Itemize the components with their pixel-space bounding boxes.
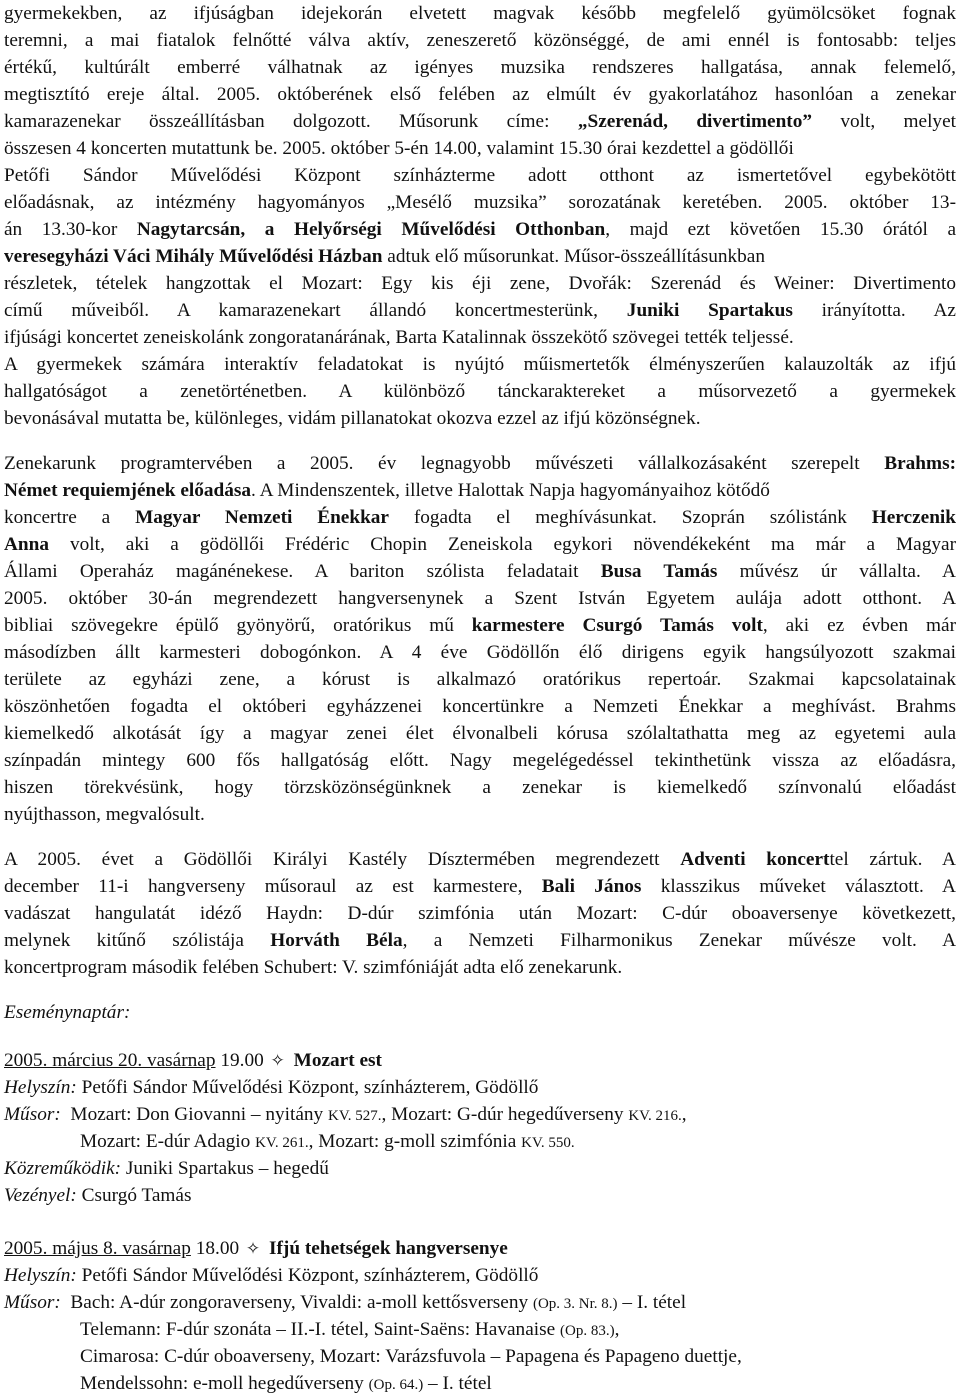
text-line: melynek kitűnő szólistája Horváth Béla, a Nemzeti Filharmonikus Zenekar művésze volt. A xyxy=(4,930,956,951)
text-line: Közreműködik: Juniki Spartakus – hegedű xyxy=(4,1158,329,1179)
text-line: részletek, tételek hangzottak el Mozart: Egy kis éji zene, Dvořák: Szerenád és Weiner: Divertimento xyxy=(4,273,956,294)
text-line: Állami Operaház magánénekese. A bariton szólista feladatait Busa Tamás művész úr vállalta. A xyxy=(4,561,956,582)
text-line: A 2005. évet a Gödöllői Királyi Kastély Dísztermében megrendezett Adventi koncerttel zártuk. A xyxy=(4,849,956,870)
text-line: Műsor: Bach: A-dúr zongoraverseny, Vivaldi: a-moll kettősverseny (Op. 3. Nr. 8.) – I. tétel xyxy=(4,1292,687,1313)
text-line: 2005. március 20. vasárnap 19.00 ✧ Mozart est xyxy=(4,1050,382,1071)
text-line: köszönhetően fogadta el októberi egyházzenei koncertünkre a Nemzeti Énekkar a meghívást. Brahms xyxy=(4,696,956,717)
text-line: című műveiből. A kamarazenekart állandó koncertmesterünk, Juniki Spartakus irányította. Az xyxy=(4,300,956,321)
text-line: veresegyházi Váci Mihály Művelődési Házban adtuk elő műsorunkat. Műsor-összeállításunkban xyxy=(4,246,765,267)
text-line: bibliai szövegekre épülő gyönyörű, oratórikus mű karmestere Csurgó Tamás volt, aki ez évben már xyxy=(4,615,956,636)
text-line: hiszen törekvésünk, hogy törzsközönségünknek a zenekar is kiemelkedő színvonalú előadást xyxy=(4,777,956,798)
text-line: Mozart: E-dúr Adagio KV. 261., Mozart: g-moll szimfónia KV. 550. xyxy=(80,1131,575,1152)
text-line: 2005. október 30-án megrendezett hangversenynek a Szent István Egyetem aulája adott otthont. A xyxy=(4,588,956,609)
text-line: vadászat hangulatát idéző Haydn: D-dúr szimfónia után Mozart: C-dúr oboaversenye következett, xyxy=(4,903,956,924)
text-line: megtisztító ereje által. 2005. októberének első felében az elmúlt év gyakorlatához hasonlóan a zenekar xyxy=(4,84,956,105)
text-line: Anna volt, aki a gödöllői Frédéric Chopin Zeneiskola egykori növendékeként ma már a Magyar xyxy=(4,534,956,555)
text-line: Helyszín: Petőfi Sándor Művelődési Központ, színházterem, Gödöllő xyxy=(4,1077,539,1098)
text-line: Műsor: Mozart: Don Giovanni – nyitány KV. 527., Mozart: G-dúr hegedűverseny KV. 216., xyxy=(4,1104,687,1125)
text-line: Petőfi Sándor Művelődési Központ színházterme adott otthont az ismertetővel egybekötött xyxy=(4,165,956,186)
text-line: kamarazenekar összeállításban dolgozott. Műsorunk címe: „Szerenád, divertimento” volt, melyet xyxy=(4,111,956,132)
text-line: nyújthasson, megvalósult. xyxy=(4,804,205,825)
text-line: Telemann: F-dúr szonáta – II.-I. tétel, Saint-Saëns: Havanaise (Op. 83.), xyxy=(80,1319,620,1340)
text-line: Helyszín: Petőfi Sándor Művelődési Központ, színházterem, Gödöllő xyxy=(4,1265,539,1286)
text-line: bevonásával mutatta be, különleges, vidám pillanatokat okozva ezzel az ifjú közönségnek. xyxy=(4,408,701,429)
text-line: Eseménynaptár: xyxy=(4,1002,131,1023)
text-line: másodízben állt karmesteri dobogónkon. A 4 éve Gödöllőn élő dirigens egyik hangsúlyozott szakmai xyxy=(4,642,956,663)
text-line: Zenekarunk programtervében a 2005. év legnagyobb művészeti vállalkozásaként szerepelt Brahms: xyxy=(4,453,956,474)
text-line: Cimarosa: C-dúr oboaverseny, Mozart: Varázsfuvola – Papagena és Papageno duettje, xyxy=(80,1346,742,1367)
text-line: Vezényel: Csurgó Tamás xyxy=(4,1185,192,1206)
text-line: értékű, kultúrált emberré válhatnak az igényes muzsika rendszeres hallgatása, annak felemelő, xyxy=(4,57,956,78)
text-line: december 11-i hangverseny műsoraul az est karmestere, Bali János klasszikus műveket választott. A xyxy=(4,876,956,897)
text-line: hallgatóságot a zenetörténetben. A különböző tánckaraktereket a műsorvezető a gyermekek xyxy=(4,381,956,402)
text-line: ifjúsági koncertet zeneiskolánk zongoratanárának, Barta Katalinnak összekötő szövegei tették teljessé. xyxy=(4,327,794,348)
text-line: án 13.30-kor Nagytarcsán, a Helyőrségi Művelődési Otthonban, majd ezt követően 15.30 órától a xyxy=(4,219,956,240)
text-line: gyermekekben, az ifjúságban idejekorán elvetett magvak később megfelelő gyümölcsöket fognak xyxy=(4,3,956,24)
text-line: területe az egyházi zene, a kórust is alkalmazó oratórikus repertoár. Szakmai kapcsolatainak xyxy=(4,669,956,690)
text-line: kiemelkedő alkotását így a magyar zenei élet élvonalbeli kórusa szólaltathatta meg az egyetemi aula xyxy=(4,723,956,744)
text-line: teremni, a mai fiatalok felnőtté válva aktív, zeneszerető közönséggé, de ami ennél is fontosabb: teljes xyxy=(4,30,956,51)
text-line: koncertprogram második felében Schubert: V. szimfóniáját adta elő zenekarunk. xyxy=(4,957,623,978)
text-line: Mendelssohn: e-moll hegedűverseny (Op. 64.) – I. tétel xyxy=(80,1373,492,1394)
text-line: összesen 4 koncerten mutattunk be. 2005. október 5-én 14.00, valamint 15.30 órai kezdettel a gödöllői xyxy=(4,138,794,159)
text-line: koncertre a Magyar Nemzeti Énekkar fogadta el meghívásunkat. Szoprán szólistánk Herczenik xyxy=(4,507,956,528)
text-line: előadásnak, az intézmény hagyományos „Mesélő muzsika” sorozatának keretében. 2005. október 13- xyxy=(4,192,956,213)
text-line: Német requiemjének előadása. A Mindenszentek, illetve Halottak Napja hagyományaihoz kötődő xyxy=(4,480,770,501)
text-line: A gyermekek számára interaktív feladatokat is nyújtó műismertetők élményszerűen kalauzolták az ifjú xyxy=(4,354,956,375)
text-line: színpadán mintegy 600 fős hallgatóság előtt. Nagy megelégedéssel tekinthetünk vissza az előadásra, xyxy=(4,750,956,771)
text-line: 2005. május 8. vasárnap 18.00 ✧ Ifjú tehetségek hangversenye xyxy=(4,1238,508,1259)
